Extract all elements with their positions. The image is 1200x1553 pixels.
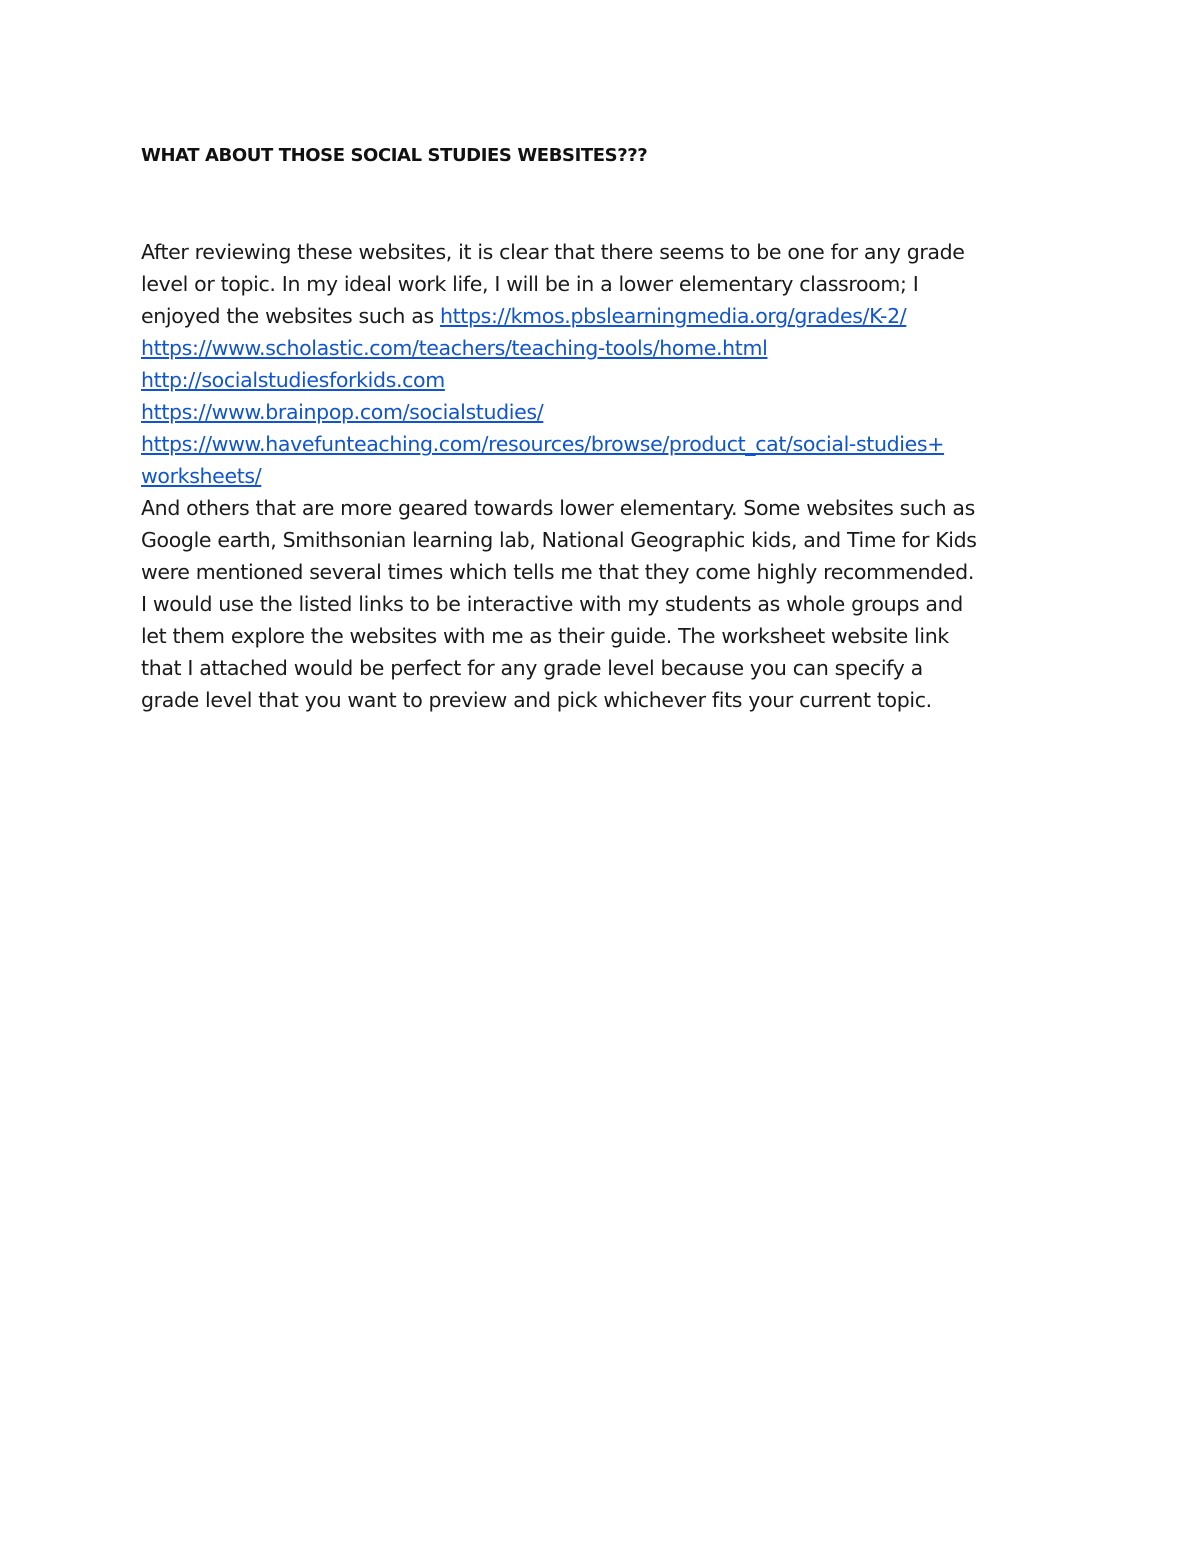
body-line: level or topic. In my ideal work life, I will be in a lower elementary classroom; I (141, 272, 919, 296)
link-social-studies-for-kids[interactable]: http://socialstudiesforkids.com (141, 368, 445, 392)
body-line: And others that are more geared towards lower elementary. Some websites such as (141, 496, 975, 520)
body-line: let them explore the websites with me as their guide. The worksheet website link (141, 624, 949, 648)
body-line: were mentioned several times which tells me that they come highly recommended. (141, 560, 974, 584)
link-line (141, 332, 1056, 364)
link-pbs-learning-media[interactable]: https://kmos.pbslearningmedia.org/grades/K-2/ (439, 304, 907, 328)
body-line: After reviewing these websites, it is clear that there seems to be one for any grade (141, 240, 965, 264)
link-line (141, 460, 1056, 492)
link-line (141, 396, 1056, 428)
document-body (141, 236, 1056, 716)
body-line: that I attached would be perfect for any grade level because you can specify a (141, 656, 923, 680)
document-content (141, 140, 1056, 716)
body-line: Google earth, Smithsonian learning lab, National Geographic kids, and Time for Kids (141, 528, 977, 552)
body-line: I would use the listed links to be interactive with my students as whole groups and (141, 592, 963, 616)
body-line-with-link (141, 300, 1056, 332)
link-brainpop[interactable]: https://www.brainpop.com/socialstudies/ (141, 400, 544, 424)
link-line (141, 428, 1056, 460)
intro-prefix: enjoyed the websites such as (141, 304, 440, 328)
link-havefunteaching[interactable]: https://www.havefunteaching.com/resources/browse/product_cat/social-studies+ (141, 432, 945, 456)
link-line (141, 364, 1056, 396)
link-havefunteaching-continued[interactable]: worksheets/ (141, 464, 262, 488)
body-line: grade level that you want to preview and pick whichever fits your current topic. (141, 688, 932, 712)
link-scholastic[interactable]: https://www.scholastic.com/teachers/teaching-tools/home.html (141, 336, 768, 360)
document-title: WHAT ABOUT THOSE SOCIAL STUDIES WEBSITES??? (141, 145, 648, 166)
